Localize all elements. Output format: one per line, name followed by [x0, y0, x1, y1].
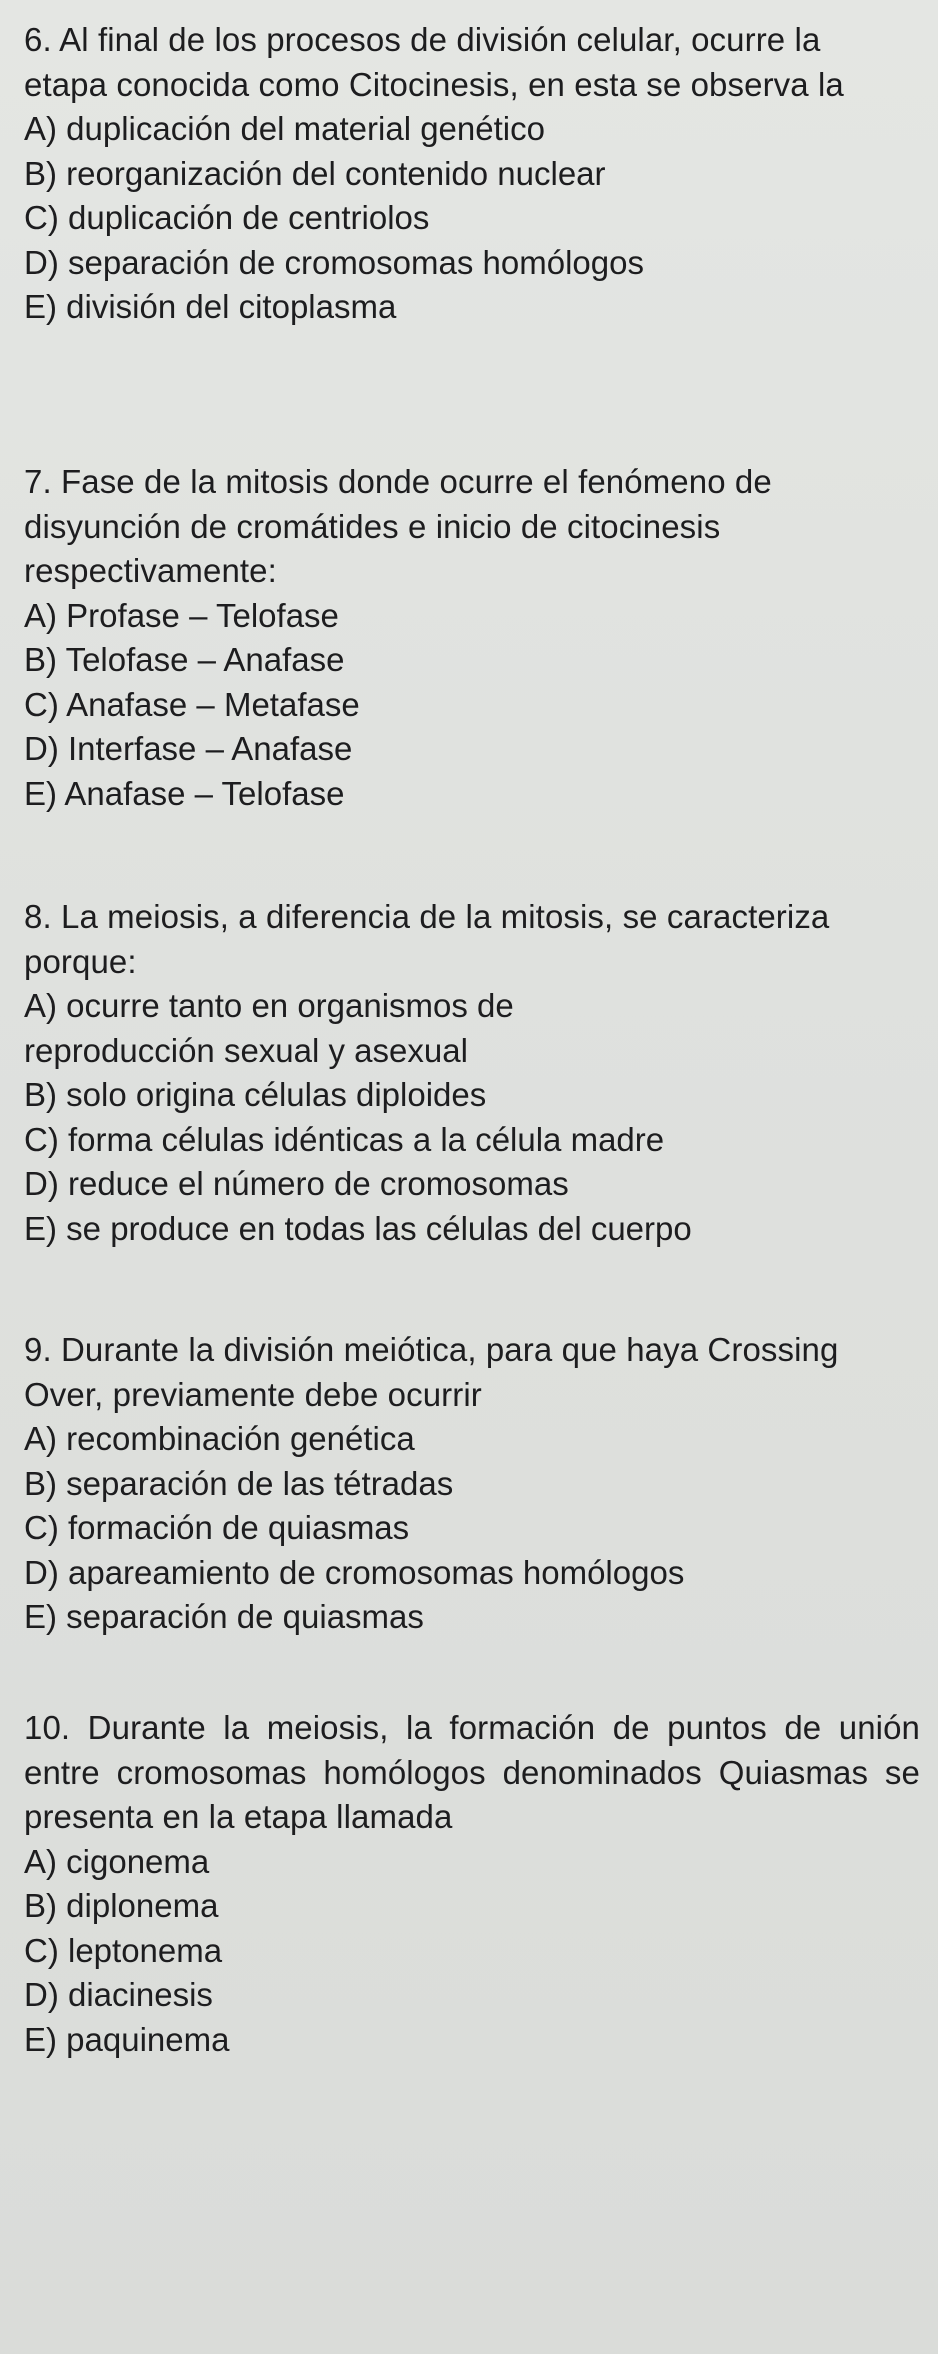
question-10-option-b: B) diplonema: [24, 1887, 219, 1924]
question-6-option-a: A) duplicación del material genético: [24, 110, 545, 147]
question-8-option-d: D) reduce el número de cromosomas: [24, 1165, 569, 1202]
question-10-option-c: C) leptonema: [24, 1931, 223, 1969]
question-6-option-e: E) división del citoplasma: [24, 288, 397, 325]
question-9-option-c: C) formación de quiasmas: [24, 1509, 410, 1546]
question-8-stem: 8. La meiosis, a diferencia de la mitosis, se caracteriza porque:: [24, 898, 830, 980]
question-6: [24, 18, 884, 330]
question-6-options: [24, 107, 884, 330]
question-6-option-d: D) separación de cromosomas homólogos: [24, 243, 644, 281]
question-7-option-e: E) Anafase – Telofase: [24, 774, 345, 812]
question-9-option-a: A) recombinación genética: [24, 1420, 415, 1457]
question-6-option-b: B) reorganización del contenido nuclear: [24, 154, 606, 192]
question-9-options: [24, 1417, 924, 1640]
question-7-option-d: D) Interfase – Anafase: [24, 730, 353, 767]
question-9: [24, 1328, 924, 1640]
question-7-options: [24, 594, 824, 817]
question-9-option-d: D) apareamiento de cromosomas homólogos: [24, 1553, 685, 1591]
question-10-options: [24, 1840, 920, 2063]
question-9-stem: 9. Durante la división meiótica, para que haya Crossing Over, previamente debe ocurrir: [24, 1331, 839, 1413]
question-10-option-e: E) paquinema: [24, 2020, 230, 2058]
question-8-options: [24, 984, 692, 1251]
question-8-option-c: C) forma células idénticas a la célula madre: [24, 1120, 665, 1158]
question-6-option-c: C) duplicación de centriolos: [24, 199, 430, 236]
question-8-option-e: E) se produce en todas las células del cuerpo: [24, 1209, 692, 1247]
question-7-option-c: C) Anafase – Metafase: [24, 685, 360, 723]
question-10-option-d: D) diacinesis: [24, 1976, 213, 2013]
question-9-option-e: E) separación de quiasmas: [24, 1598, 424, 1635]
question-10-option-a: A) cigonema: [24, 1842, 210, 1880]
question-8-option-a: A) ocurre tanto en organismos de reproducción sexual y asexual: [24, 987, 514, 1069]
question-6-stem: 6. Al final de los procesos de división celular, ocurre la etapa conocida como Citocinesis, en esta se observa la: [24, 21, 844, 103]
question-10-stem: 10. Durante la meiosis, la formación de puntos de unión entre cromosomas homólogos denominados Quiasmas se presenta en la etapa llamada: [24, 1709, 920, 1835]
question-7-stem: 7. Fase de la mitosis donde ocurre el fenómeno de disyunción de cromátides e inicio de citocinesis respectivamente:: [24, 463, 772, 589]
question-7: [24, 460, 824, 816]
question-9-option-b: B) separación de las tétradas: [24, 1464, 454, 1502]
question-8-option-b: B) solo origina células diploides: [24, 1076, 487, 1113]
question-7-option-a: A) Profase – Telofase: [24, 596, 339, 634]
question-8: [24, 895, 864, 1251]
question-10: [24, 1706, 920, 2062]
question-7-option-b: B) Telofase – Anafase: [24, 641, 345, 678]
